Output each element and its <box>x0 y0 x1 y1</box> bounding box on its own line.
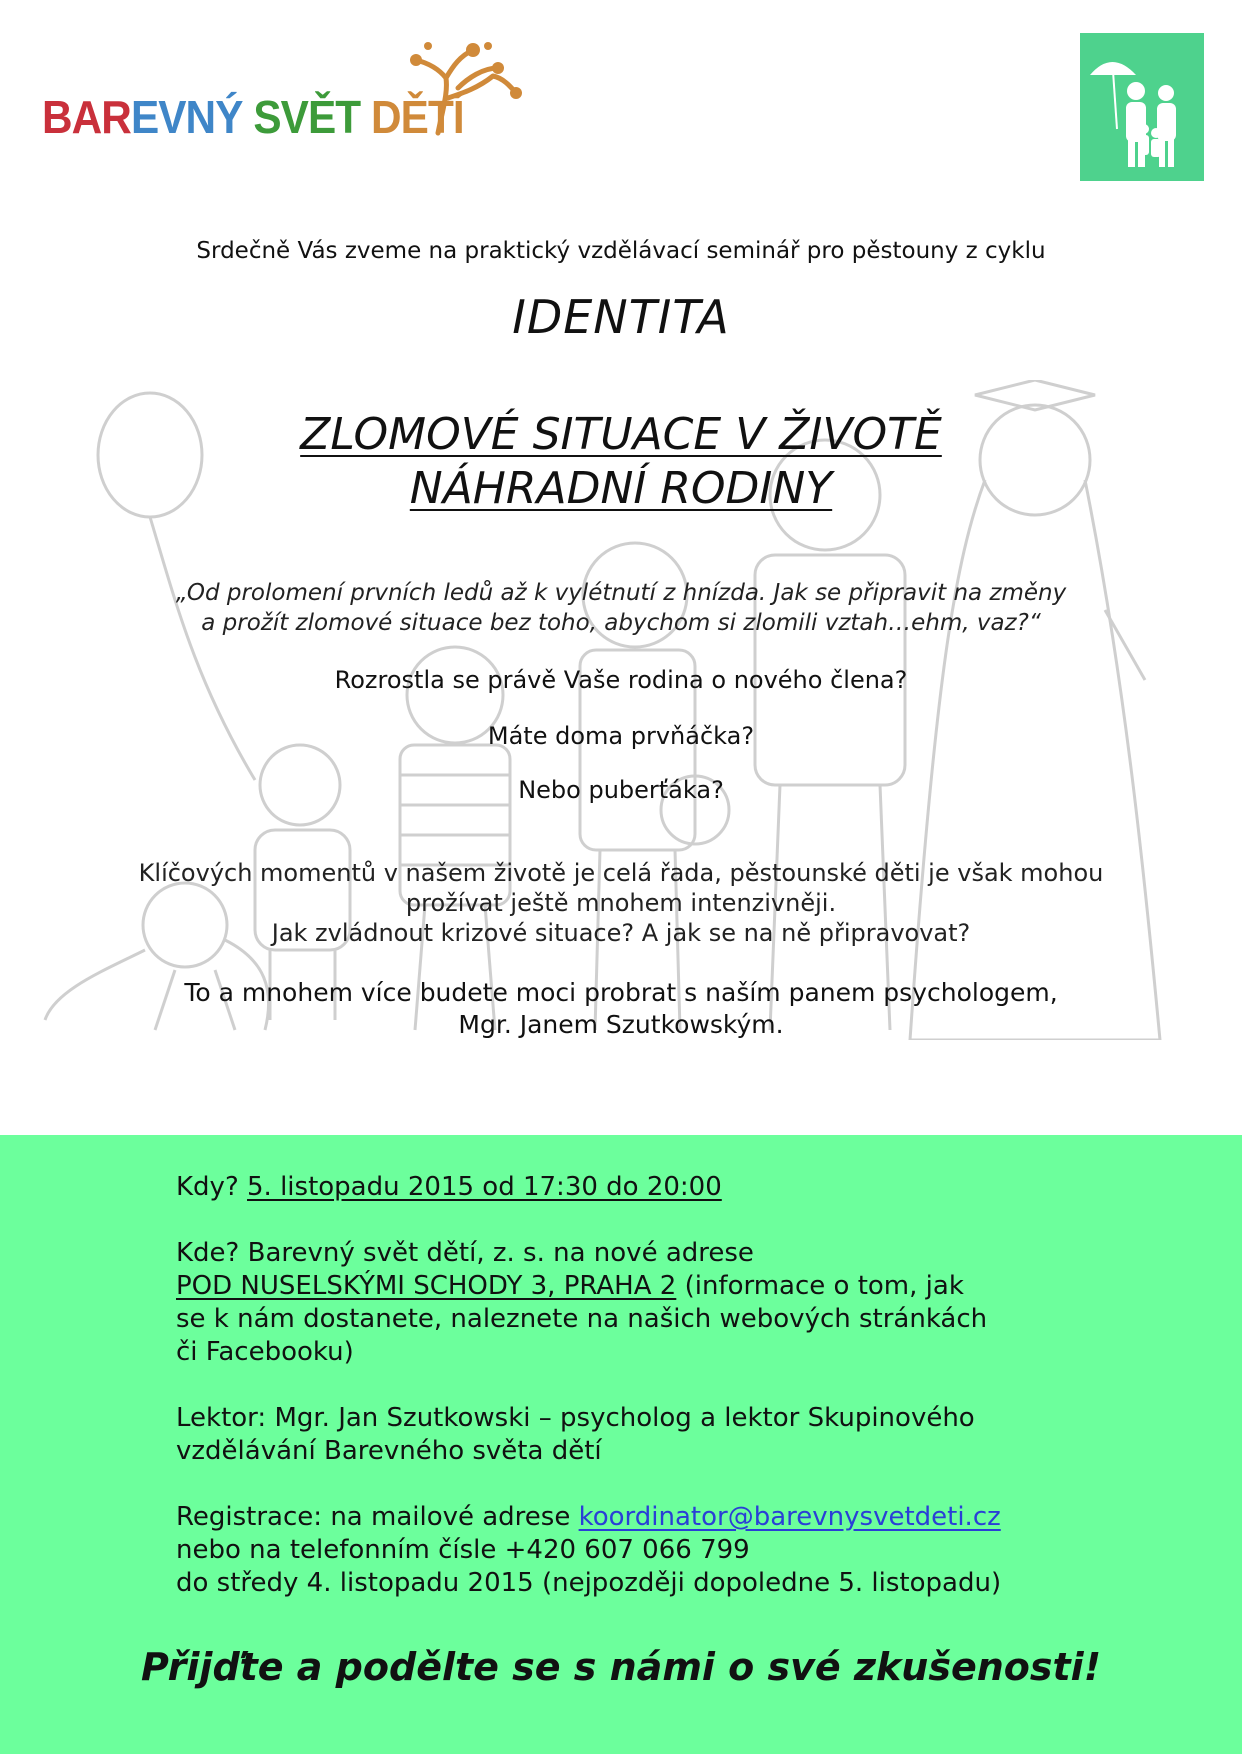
organization-logo <box>38 38 498 148</box>
phone-line: nebo na telefonním čísle +420 607 066 799 <box>176 1535 750 1565</box>
event-info-panel <box>0 1135 1242 1754</box>
lector-block <box>176 1402 1001 1468</box>
closing-call: Přijďte a podělte se s námi o své zkušenosti! <box>140 1645 1102 1689</box>
new-address-label: na nové adrese <box>553 1238 754 1268</box>
question-2: Máte doma prvňáčka? <box>487 722 755 750</box>
psychologist-text <box>0 977 1242 1041</box>
quote-line-2: a prožít zlomové situace bez toho, abychom si zlomili vztah…ehm, vaz?“ <box>201 610 1041 636</box>
question-1: Rozrostla se právě Vaše rodina o nového člena? <box>334 666 908 694</box>
event-address: POD NUSELSKÝMI SCHODY 3, PRAHA 2 <box>176 1271 677 1301</box>
invitation-text: Srdečně Vás zveme na praktický vzdělávací seminář pro pěstouny z cyklu <box>196 238 1046 264</box>
registration-label: Registrace: <box>176 1502 323 1532</box>
logo-text-orange: DĚTÍ <box>371 91 464 143</box>
family-badge <box>1080 33 1204 181</box>
address-note-3: či Facebooku) <box>176 1337 354 1367</box>
registration-block <box>176 1501 1001 1600</box>
registration-text: na mailové adrese <box>330 1502 571 1532</box>
address-note-1: (informace o tom, jak <box>684 1271 964 1301</box>
description <box>0 858 1242 948</box>
description-line-1: Klíčových momentů v našem životě je celá řada, pěstounské děti je však mohou <box>138 859 1104 887</box>
seminar-subtitle <box>0 408 1242 516</box>
where-block <box>176 1237 1001 1369</box>
lector-description-2: vzdělávání Barevného světa dětí <box>176 1436 602 1466</box>
psychologist-line-2: Mgr. Janem Szutkowským. <box>458 1010 784 1039</box>
where-label: Kde? <box>176 1238 240 1268</box>
email-link[interactable]: koordinator@barevnysvetdeti.cz <box>578 1502 1001 1532</box>
logo-text-green: SVĚT <box>253 91 372 143</box>
description-line-2: prožívat ještě mnohem intenzivněji. <box>405 889 837 917</box>
when-label: Kdy? <box>176 1172 239 1202</box>
organization-name: Barevný svět dětí, z. s. <box>247 1238 545 1268</box>
subtitle-line-1: ZLOMOVÉ SITUACE V ŽIVOTĚ <box>300 409 942 460</box>
quote <box>0 578 1242 638</box>
quote-line-1: „Od prolomení prvních ledů až k vylétnutí z hnízda. Jak se připravit na změny <box>175 580 1067 606</box>
subtitle-line-2: NÁHRADNÍ RODINY <box>409 463 833 514</box>
lector-label: Lektor: Mgr. Jan Szutkowski <box>176 1403 531 1433</box>
event-details <box>176 1171 1001 1633</box>
logo-text <box>42 90 464 144</box>
umbrella-family-icon <box>1080 33 1204 181</box>
registration-deadline: do středy 4. listopadu 2015 (nejpozději dopoledne 5. listopadu) <box>176 1568 1002 1598</box>
description-line-3: Jak zvládnout krizové situace? A jak se na ně připravovat? <box>271 919 971 947</box>
psychologist-line-1: To a mnohem více budete moci probrat s naším panem psychologem, <box>184 978 1058 1007</box>
logo-text-blue: EVNÝ <box>130 91 254 143</box>
lector-description-1: – psycholog a lektor Skupinového <box>538 1403 975 1433</box>
logo-text-red: BAR <box>42 91 131 143</box>
page-title: IDENTITA <box>512 290 730 344</box>
boy-striped-shirt-icon <box>400 647 510 1030</box>
question-3: Nebo puberťáka? <box>518 776 724 804</box>
address-note-2: se k nám dostanete, naleznete na našich webových stránkách <box>176 1304 988 1334</box>
when-block <box>176 1171 1001 1204</box>
event-date: 5. listopadu 2015 od 17:30 do 20:00 <box>247 1172 722 1202</box>
